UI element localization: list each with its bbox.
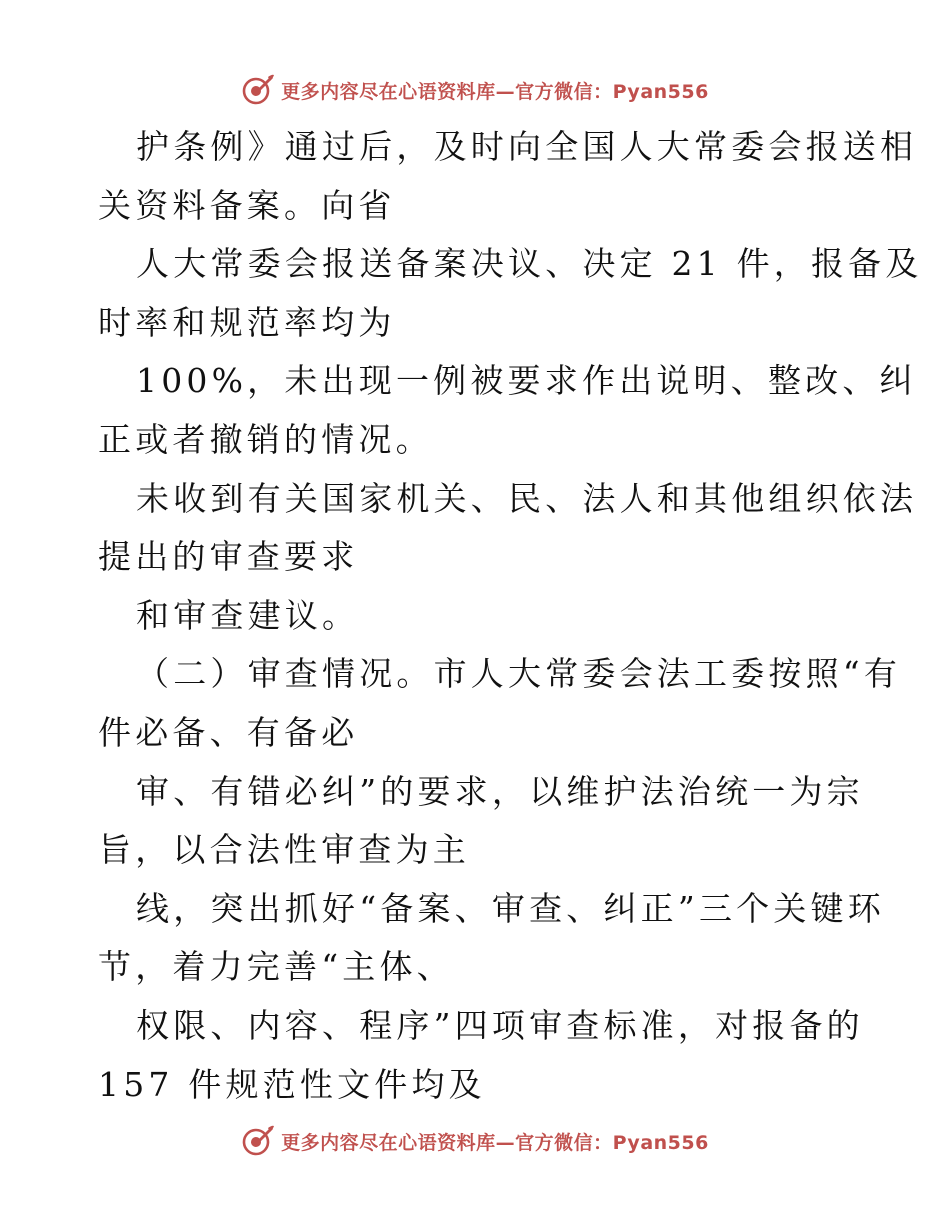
paragraph-line: 线，突出抓好“备案、审查、纠正”三个关键环 xyxy=(136,888,885,928)
paragraph-line: 件必备、有备必 xyxy=(98,712,359,752)
watermark-text: 更多内容尽在心语资料库—官方微信：Pyan556 xyxy=(281,1131,709,1154)
quill-pen-circle-icon xyxy=(241,73,275,107)
paragraph-line: （二）审查情况。市人大常委会法工委按照“有 xyxy=(136,654,902,694)
footer-watermark xyxy=(0,1121,950,1161)
paragraph-line: 157 件规范性文件均及 xyxy=(98,1064,486,1104)
paragraph-line: 旨，以合法性审查为主 xyxy=(98,830,470,870)
paragraph-line: 节，着力完善“主体、 xyxy=(98,947,454,987)
paragraph-line: 未收到有关国家机关、民、法人和其他组织依法 xyxy=(136,478,918,518)
document-body xyxy=(98,118,923,1114)
header-watermark xyxy=(0,70,950,110)
paragraph-line: 关资料备案。向省 xyxy=(98,185,396,225)
paragraph-line: 护条例》通过后，及时向全国人大常委会报送相 xyxy=(136,127,918,166)
paragraph-line: 审、有错必纠”的要求，以维护法治统一为宗 xyxy=(136,771,864,811)
paragraph-line: 正或者撤销的情况。 xyxy=(98,419,433,459)
watermark-text: 更多内容尽在心语资料库—官方微信：Pyan556 xyxy=(281,80,709,103)
paragraph-line: 提出的审查要求 xyxy=(98,537,359,577)
paragraph-line: 权限、内容、程序”四项审查标准，对报备的 xyxy=(136,1005,864,1045)
quill-pen-circle-icon xyxy=(241,1124,275,1158)
paragraph-line: 人大常委会报送备案决议、决定 21 件，报备及 xyxy=(136,244,923,284)
paragraph-line: 时率和规范率均为 xyxy=(98,302,396,342)
paragraph-line: 和审查建议。 xyxy=(136,595,360,635)
paragraph-line: 100%，未出现一例被要求作出说明、整改、纠 xyxy=(136,361,917,401)
